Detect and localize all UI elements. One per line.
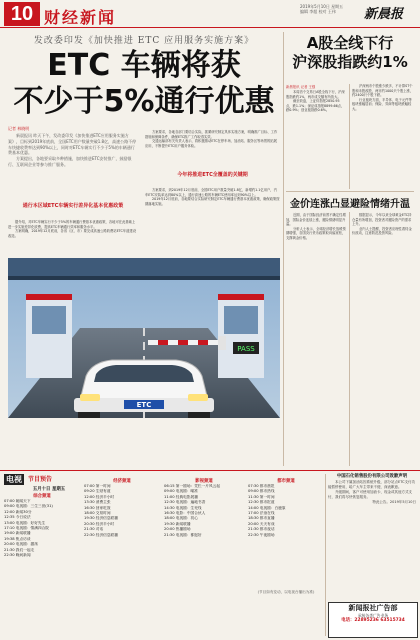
tv-schedule-list xyxy=(4,499,80,558)
pass-sign-label: PASS xyxy=(237,345,255,353)
tv-program-item: 06:15 第一剧场：凭栏一片风云起 xyxy=(164,484,221,488)
newspaper-logo xyxy=(364,3,416,25)
tv-channel-3 xyxy=(164,478,244,538)
page-number: 10 xyxy=(4,2,40,26)
tv-subtitle: 节目预告 xyxy=(28,476,53,483)
tv-program-item: 20:00 电视剧：激荡 xyxy=(4,542,38,547)
column-divider xyxy=(349,84,350,189)
column-divider xyxy=(325,474,326,636)
tv-program-item: 21:30 都市夜话 xyxy=(248,527,275,532)
tv-schedule-list xyxy=(248,484,324,538)
article-divider xyxy=(286,191,414,192)
tv-program-item: 07:30 都市晨报 xyxy=(248,484,275,488)
tv-channel-2 xyxy=(84,478,160,538)
article-body-2 xyxy=(145,188,280,206)
tv-program-item: 20:00 天天有戏 xyxy=(248,521,275,526)
tv-program-item: 17:00 法治在线 xyxy=(248,511,275,516)
paragraph: 方案要求，各地各部门要结合实际，抓紧研究制定具体实施方案，明确推广目标、工作措施和保障条件，确保ETC推广工作取得实效。 xyxy=(145,130,278,139)
tv-program-item: 18:00 交易时间 xyxy=(84,511,111,516)
tv-program-item: 09:00 电视剧：三生三世(31) xyxy=(4,504,53,509)
tv-program-item: 09:00 电视剧：瞄准 xyxy=(164,489,198,494)
tv-program-item: 16:30 电影：中国合伙人 xyxy=(164,511,206,516)
channel-heading: 影视频道 xyxy=(195,479,213,484)
logo-text: 新晨报 xyxy=(364,7,404,22)
right-headline-line-1: A股全线下行 xyxy=(306,34,394,52)
article-lead xyxy=(8,133,138,168)
tv-program-item: 13:00 电视剧：好好先生 xyxy=(4,520,46,525)
notice-box xyxy=(328,474,416,594)
tv-program-item: 19:30 经济信息联播 xyxy=(84,516,118,521)
plate-text: ETC xyxy=(136,401,152,409)
channel-heading: 综合频道 xyxy=(33,494,51,499)
tv-program-item: 11:00 经典电影展播 xyxy=(164,494,198,499)
notice-signature: 特此公告。2019年5月10日 xyxy=(372,500,416,504)
tv-program-item: 13:30 消费主张 xyxy=(84,500,111,505)
tv-channel-1 xyxy=(4,493,80,558)
illustration-svg xyxy=(8,258,280,418)
header-rule xyxy=(0,27,420,28)
paragraph: 升级期间，客户可使用加油卡、现金或其他方式支付，我们将尽快恢复服务。 xyxy=(328,490,412,499)
paragraph: 数据显示，今年以来全球黄金ETC持仓量有所增加，投资者对避险资产的需求上升。 xyxy=(352,213,412,227)
tv-title: 电视 xyxy=(6,475,22,484)
tv-program-item: 07:00 朝闻天下 xyxy=(4,499,31,503)
ad-name: 新闻报社广告部 xyxy=(348,604,398,612)
ad-line: 承接各类广告业务 xyxy=(357,613,389,618)
tv-program-item: 12:00 新闻30分 xyxy=(4,509,32,514)
date-line xyxy=(300,4,360,14)
channel-heading: 都市频道 xyxy=(277,479,295,484)
tv-program-item: 20:00 热播剧场 xyxy=(164,527,191,532)
tv-program-item: 19:00 新闻联播 xyxy=(4,531,31,536)
right2-body-col-b xyxy=(352,213,414,236)
tv-channel-4 xyxy=(248,478,324,538)
article-kicker: 发改委印发《加快推进 ETC 应用服务实施方案》 xyxy=(33,36,255,46)
notice-title: 中国石化销售股份有限公司致歉声明 xyxy=(336,474,408,479)
lead-paragraph: 新晨报讯 昨天下午，发改委印发《加快推进ETC应用服务实施方案》，目标到2019年底前，全国ETC用户数量突破1.8亿，高速公路不停车快捷收费率达到90%以上，同时对ETC车辆实行不少于5%的车辆通行费基本优惠。 xyxy=(8,133,137,156)
article-lead-right xyxy=(145,130,280,148)
tv-program-item: 12:30 都市报道 xyxy=(248,500,275,505)
paragraph: 交通运输部有关负责人表示，将积极推动ETC在停车场、加油站、服务区等场景的拓展应用，不断提升ETC用户服务体验。 xyxy=(145,139,277,148)
right-byline: 新晨报讯 记者 王强 xyxy=(286,85,316,89)
article-byline: 记者 林晓明 xyxy=(8,126,30,131)
tv-program-item: 19:38 焦点访谈 xyxy=(4,536,31,541)
paragraph: 截至收盘，上证综指报2850.95点，跌1.1%；深证成指报8899.66点，跌0.9%；创业板指跌0.6%。 xyxy=(286,99,345,113)
ad-phone: 电话：22895236 63515734 xyxy=(341,618,405,623)
etc-gate-illustration xyxy=(8,258,280,418)
paragraph: 方案明确，2019年12月底前，各省（区、市）要完成高速公路收费站ETC车道建设改造。 xyxy=(8,229,136,238)
right-headline-line-2: 沪深股指跌约1% xyxy=(292,53,408,71)
tv-program-item: 11:30 第一时间 xyxy=(248,494,275,499)
subheading-1: 通行本区域ETC车辆实行差异化基本优惠政策 xyxy=(22,203,124,209)
right-headline xyxy=(286,34,414,72)
tv-program-item: 12:00 经济半小时 xyxy=(84,494,115,499)
tv-program-item: 22:30 经济信息联播 xyxy=(84,532,118,537)
tv-program-item: 09:00 都市热线 xyxy=(248,489,275,494)
tv-program-item: 20:30 经济半小时 xyxy=(84,521,115,526)
right-body-col-a xyxy=(286,90,346,113)
tv-program-item: 17:10 电视剧：情满四合院 xyxy=(4,526,49,531)
paragraph: 2019年12月底前，各地要结合实际研究制定ETC车辆通行费基本优惠政策，确保政策按期落地实施。 xyxy=(145,197,280,206)
paragraph: 本周首个交易日A股全线下行，沪深股指跌约1%，两市成交额有所放大。 xyxy=(286,90,345,99)
bottom-rule xyxy=(0,470,420,471)
tv-program-item: 07:00 第一时间 xyxy=(84,484,111,488)
article-headline xyxy=(8,48,280,120)
tv-program-item: 22:30 晚间新闻 xyxy=(4,553,31,558)
headline-line-1: ETC 车辆将获 xyxy=(47,48,241,83)
column-divider xyxy=(349,212,350,466)
tv-program-item: 21:30 我们一起走 xyxy=(4,547,35,552)
tv-program-item: 12:35 今日说法 xyxy=(4,515,31,520)
right-body-col-b xyxy=(352,84,414,112)
lead-paragraph: 方案提出，各地要采取多种措施，加快推进ETC安装推广，鼓励银行、互联网企业等参与推广服务。 xyxy=(8,156,132,167)
column-divider xyxy=(283,32,284,466)
tv-program-item: 18:30 都市直播 xyxy=(248,516,275,521)
tv-program-item: 21:30 电视剧：都挺好 xyxy=(164,532,202,537)
tv-program-item: 12:30 电视剧：遍地书香 xyxy=(164,500,206,505)
tv-program-item: 16:30 回家吃饭 xyxy=(84,505,111,510)
tv-program-item: 14:00 电视剧：白鹿原 xyxy=(248,505,286,510)
tv-program-item: 22:30 午夜剧场 xyxy=(248,532,275,537)
headline-line-2: 不少于5%通行优惠 xyxy=(13,84,275,119)
tv-note: (节目如有变动，以电视台播出为准) xyxy=(257,590,315,594)
paragraph: 业内人士提醒，投资者应理性看待金价波动，注意防范投资风险。 xyxy=(352,226,412,236)
tv-program-item: 21:30 对话 xyxy=(84,527,104,532)
article-body-1 xyxy=(8,220,138,238)
notice-body xyxy=(328,480,416,500)
paragraph: 行业板块方面，半导体、电子元件等板块涨幅居前；保险、券商等板块跌幅较大。 xyxy=(352,97,412,111)
tv-program-item: 19:30 新闻联播 xyxy=(164,521,191,526)
tv-schedule-list xyxy=(164,484,244,538)
tv-date: 五月十日 星期五 xyxy=(32,487,66,492)
paragraph: 沪深两市个股涨少跌多，不计算ST个股和未股改股，两市约1000只个股上涨，约2400只个股下跌。 xyxy=(352,84,414,98)
subheading-2: 今年将推进ETC全覆盖的关键期 xyxy=(177,172,248,178)
paragraph: 方案要求，到2019年12月底前，全国ETC用户数量突破1.8亿，新增约1.1亿用户，汽车ETC安装率达到80%以上，通行高速公路的车辆ETC使用率达到90%以上。 xyxy=(145,188,277,197)
editor-line: 编辑 李超 校对 王伟 xyxy=(300,9,336,14)
ad-box xyxy=(328,602,418,638)
section-title: 财经新闻 xyxy=(44,8,117,27)
right2-body-col-a xyxy=(286,213,346,241)
tv-program-item: 14:30 电视剧：生死线 xyxy=(164,505,202,510)
right-headline-2: 金价连涨凸显避险情绪升温 xyxy=(290,199,410,210)
issue-date: 2019年5月10日 星期五 xyxy=(300,4,344,9)
tv-program-item: 18:00 电视剧：初心 xyxy=(164,516,198,521)
paragraph: 近期，由于国际经济前景不确定性增加，国际金价连续上涨，避险情绪明显升温。 xyxy=(286,213,346,227)
paragraph: 据介绍，对ETC车辆实行不少于5%的车辆通行费基本优惠政策，各地可在此基础上进一步实施差异化收费，提高ETC车辆通行效率和服务水平。 xyxy=(8,220,136,229)
channel-heading: 经济频道 xyxy=(113,479,131,484)
tv-program-item: 09:20 生财有道 xyxy=(84,489,111,494)
paragraph: 本公司下属加油站因系统升级，部分站点ETC支付功能暂停使用，给广大车主带来不便，深表歉意。 xyxy=(328,480,416,489)
paragraph: 分析人士表示，全球经济增长放缓预期增强，各国央行货币政策取向偏宽松，支撑黄金价格。 xyxy=(286,226,346,240)
tv-schedule-list xyxy=(84,484,160,538)
